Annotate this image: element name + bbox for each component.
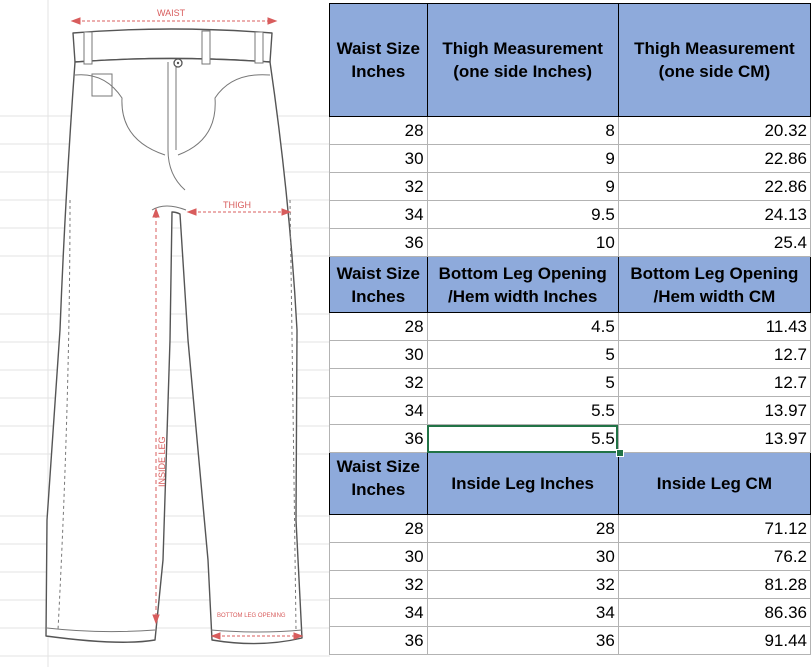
table-row: [330, 543, 811, 571]
inches-cell[interactable]: 5: [427, 341, 618, 369]
hem-header-row: [330, 257, 811, 313]
table-row: [330, 397, 811, 425]
inside-leg-header-row: [330, 453, 811, 515]
inches-cell[interactable]: 10: [427, 229, 618, 257]
cm-cell[interactable]: 24.13: [618, 201, 810, 229]
cm-cell[interactable]: 13.97: [618, 397, 810, 425]
waist-cell[interactable]: 36: [330, 229, 428, 257]
inches-cell[interactable]: 8: [427, 117, 618, 145]
cm-cell[interactable]: 71.12: [618, 515, 810, 543]
table-row: [330, 229, 811, 257]
cm-cell[interactable]: 22.86: [618, 145, 810, 173]
inside-leg-label: INSIDE LEG: [157, 436, 167, 487]
size-chart-table: [329, 3, 811, 655]
waist-cell[interactable]: 32: [330, 571, 428, 599]
waist-cell[interactable]: 28: [330, 117, 428, 145]
waist-cell[interactable]: 30: [330, 145, 428, 173]
cm-cell[interactable]: 76.2: [618, 543, 810, 571]
header-cell[interactable]: Waist Size Inches: [330, 4, 428, 117]
waist-cell[interactable]: 28: [330, 313, 428, 341]
inches-cell[interactable]: 4.5: [427, 313, 618, 341]
waist-cell[interactable]: 32: [330, 173, 428, 201]
bottom-leg-opening-label: BOTTOM LEG OPENING: [217, 613, 286, 619]
cm-cell[interactable]: 81.28: [618, 571, 810, 599]
table-row: [330, 627, 811, 655]
header-cell[interactable]: Bottom Leg Opening /Hem width CM: [618, 257, 810, 313]
waist-cell[interactable]: 28: [330, 515, 428, 543]
header-cell[interactable]: Inside Leg CM: [618, 453, 810, 515]
waist-cell[interactable]: 36: [330, 627, 428, 655]
cm-cell[interactable]: 86.36: [618, 599, 810, 627]
inches-cell[interactable]: 32: [427, 571, 618, 599]
cm-cell[interactable]: 13.97: [618, 425, 810, 453]
waist-cell[interactable]: 36: [330, 425, 428, 453]
waist-cell[interactable]: 34: [330, 599, 428, 627]
thigh-label: THIGH: [223, 200, 251, 210]
thigh-header-row: [330, 4, 811, 117]
jeans-measurement-diagram: [0, 0, 330, 667]
table-row: [330, 313, 811, 341]
table-row: [330, 173, 811, 201]
fill-handle[interactable]: [616, 449, 624, 457]
inches-cell[interactable]: 5.5: [427, 397, 618, 425]
cm-cell[interactable]: 91.44: [618, 627, 810, 655]
header-cell[interactable]: Inside Leg Inches: [427, 453, 618, 515]
inches-cell[interactable]: 30: [427, 543, 618, 571]
cm-cell[interactable]: 20.32: [618, 117, 810, 145]
table-row: [330, 571, 811, 599]
table-row: [330, 117, 811, 145]
header-cell[interactable]: Waist Size Inches: [330, 453, 428, 515]
table-row: [330, 425, 811, 453]
table-row: [330, 341, 811, 369]
header-cell[interactable]: Thigh Measurement (one side Inches): [427, 4, 618, 117]
inches-cell[interactable]: 36: [427, 627, 618, 655]
inches-cell[interactable]: 9: [427, 145, 618, 173]
waistband: [73, 29, 272, 62]
cm-cell[interactable]: 11.43: [618, 313, 810, 341]
waist-cell[interactable]: 34: [330, 201, 428, 229]
inches-cell[interactable]: 9.5: [427, 201, 618, 229]
waist-cell[interactable]: 32: [330, 369, 428, 397]
pants-outline: [46, 59, 302, 644]
table-row: [330, 369, 811, 397]
waist-cell[interactable]: 30: [330, 543, 428, 571]
cm-cell[interactable]: 12.7: [618, 369, 810, 397]
selected-inches-cell[interactable]: 5.5: [427, 425, 618, 453]
table-row: [330, 145, 811, 173]
table-row: [330, 201, 811, 229]
waist-label: WAIST: [157, 8, 186, 18]
cm-cell[interactable]: 25.4: [618, 229, 810, 257]
inches-cell[interactable]: 28: [427, 515, 618, 543]
header-cell[interactable]: Waist Size Inches: [330, 257, 428, 313]
table-row: [330, 515, 811, 543]
header-cell[interactable]: Bottom Leg Opening /Hem width Inches: [427, 257, 618, 313]
waist-cell[interactable]: 34: [330, 397, 428, 425]
inches-cell[interactable]: 34: [427, 599, 618, 627]
cm-cell[interactable]: 12.7: [618, 341, 810, 369]
inches-cell[interactable]: 9: [427, 173, 618, 201]
waist-cell[interactable]: 30: [330, 341, 428, 369]
inches-cell[interactable]: 5: [427, 369, 618, 397]
table-row: [330, 599, 811, 627]
header-cell[interactable]: Thigh Measurement (one side CM): [618, 4, 810, 117]
cm-cell[interactable]: 22.86: [618, 173, 810, 201]
